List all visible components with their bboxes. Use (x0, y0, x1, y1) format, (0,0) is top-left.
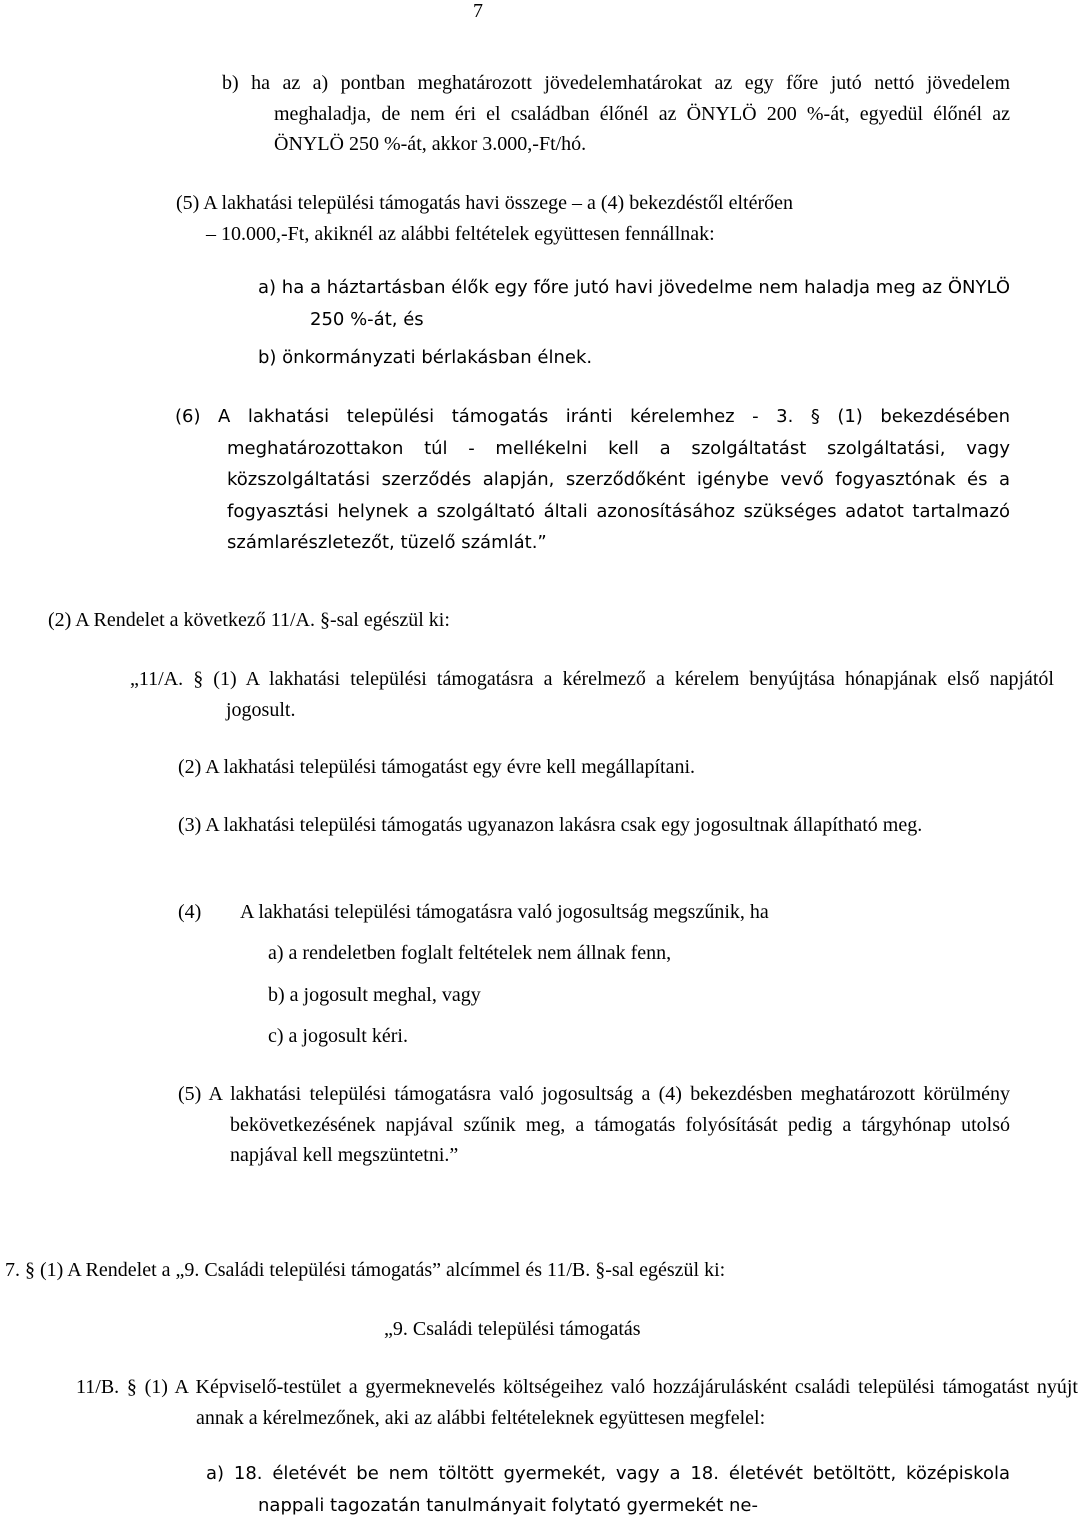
section-11b-condition-a: a) 18. életévét be nem töltött gyermekét, vagy a 18. életévét betöltött, középiskola nappali tagozatán tanulmányait folytató gyermekét ne- (206, 1463, 1010, 1516)
paragraph-5-line2: – 10.000,-Ft, akiknél az alábbi feltételek együttesen fennállnak: (206, 223, 715, 245)
section-11a-para-5: (5) A lakhatási települési támogatásra való jogosultság a (4) bekezdésben meghatározott körülmény bekövetkezésének napjával szűnik meg, a támogatás folyósítását pedig a tárgyhónap utolsó napjával kell megszüntetni.” (178, 1083, 1010, 1166)
paragraph-5-condition-b: b) önkormányzati bérlakásban élnek. (258, 347, 593, 368)
section-11a-para-4-b: b) a jogosult meghal, vagy (268, 984, 481, 1006)
paragraph-b-income-limit: b) ha az a) pontban meghatározott jövedelemhatárokat az egy főre jutó nettó jövedelem meghaladja, de nem éri el családban élőnél az ÖNYLÖ 200 %-át, egyedül élőnél az ÖNYLÖ 250 %-át, akkor 3.000,-Ft/hó. (222, 72, 1010, 155)
rendelet-amendment-2: (2) A Rendelet a következő 11/A. §-sal egészül ki: (48, 609, 450, 631)
section-11b-para-1: 11/B. § (1) A Képviselő-testület a gyermeknevelés költségeihez való hozzájárulásként családi települési támogatást nyújt annak a kérelmezőnek, aki az alábbi feltételeknek együttesen megfelel: (76, 1376, 1078, 1429)
paragraph-5-condition-a: a) ha a háztartásban élők egy főre jutó havi jövedelme nem haladja meg az ÖNYLÖ 250 %-át, és (258, 277, 1010, 330)
subtitle-family-support: „9. Családi települési támogatás (384, 1318, 641, 1340)
section-11a-para-4-a: a) a rendeletben foglalt feltételek nem állnak fenn, (268, 942, 672, 964)
section-7-amendment: 7. § (1) A Rendelet a „9. Családi települési támogatás” alcímmel és 11/B. §-sal egészül ki: (5, 1259, 726, 1281)
section-11a-para-4 (178, 897, 958, 928)
section-11a-para-1: „11/A. § (1) A lakhatási települési támogatásra a kérelmező a kérelem benyújtása hónapjának első napjától jogosult. (130, 668, 1054, 721)
section-11a-para-2: (2) A lakhatási települési támogatást egy évre kell megállapítani. (178, 756, 696, 778)
section-11a-para-3: (3) A lakhatási települési támogatás ugyanazon lakásra csak egy jogosultnak állapítható meg. (178, 814, 923, 836)
para-4-text: A lakhatási települési támogatásra való jogosultság megszűnik, ha (240, 901, 769, 923)
paragraph-6-attachments: (6) A lakhatási települési támogatás iránti kérelemhez - 3. § (1) bekezdésében meghatározottakon túl - mellékelni kell a szolgáltatást szolgáltatási, vagy közszolgáltatási szerződés alapján, szerződőként igénybe vevő fogyasztónak és a fogyasztási helynek a szolgáltató általi azonosításához szükséges adatot tartalmazó számlarészletezőt, tüzelő számlát.” (175, 406, 1010, 553)
paragraph-5-line1: (5) A lakhatási települési támogatás havi összege – a (4) bekezdéstől eltérően (176, 192, 794, 214)
para-4-number: (4) (178, 901, 202, 923)
section-11a-para-4-c: c) a jogosult kéri. (268, 1025, 408, 1047)
page-number: 7 (473, 0, 483, 22)
